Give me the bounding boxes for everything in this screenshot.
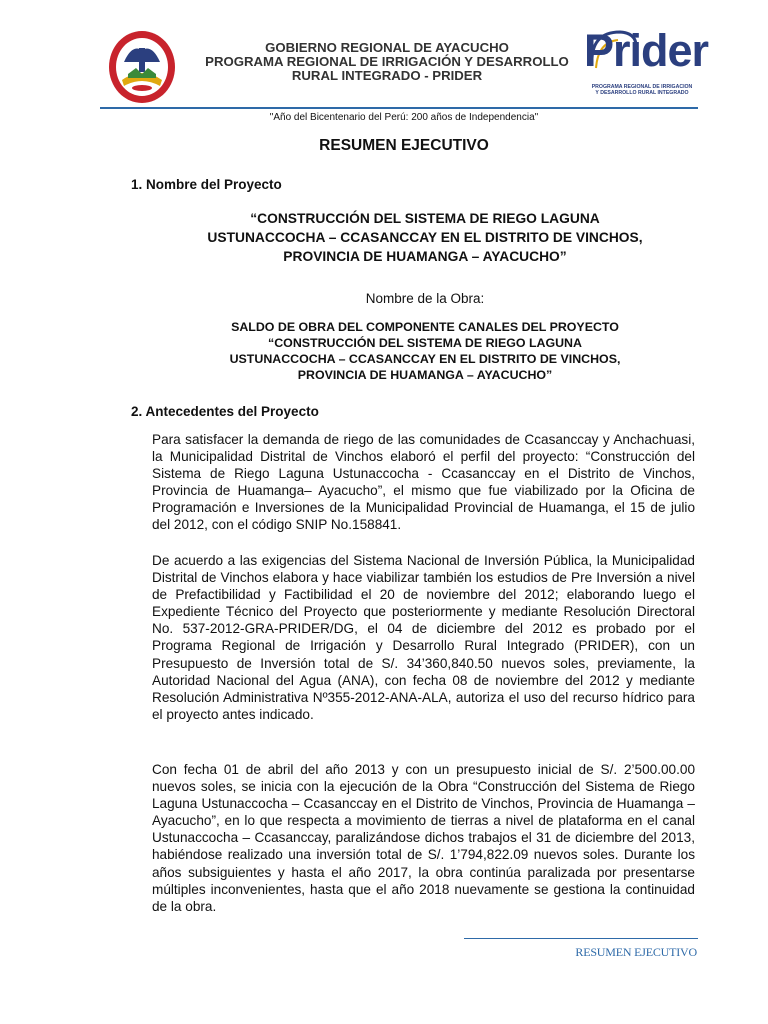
section-2-heading: 2. Antecedentes del Proyecto [131,404,319,419]
prider-logo [584,25,709,106]
footer-label: RESUMEN EJECUTIVO [575,945,697,959]
footer-divider [464,938,698,939]
letterhead [100,25,709,108]
obra-name: SALDO DE OBRA DEL COMPONENTE CANALES DEL PROYECTO “CONSTRUCCIÓN DEL SISTEMA DE RIEGO LAGUNA USTUNACCOCHA – CCASANCCAY EN EL DISTRITO DE VINCHOS, PROVINCIA DE HUAMANGA – AYACUCHO” [229,320,621,382]
paragraph-3: Con fecha 01 de abril del año 2013 y con un presupuesto inicial de S/. 2’500.00.00 nuevos soles, se inicia con la ejecución de la Obra “Construcción del Sistema de Riego Laguna Ustunaccocha – Ccasanccay en el Distrito de Vinchos, Provincia de Huamanga – Ayacucho”, en lo que respecta a movimiento de tierras a nivel de plataforma en el canal Ustunaccocha – Ccasanccay, paralizándose dichos trabajos el 31 de diciembre del 2013, habiéndose realizado una inversión total de S/. 1’794,822.09 nuevos soles. Durante los años subsiguientes y hasta el año 2017, la obra continúa paralizada por presentarse múltiples inconvenientes, hasta que el año 2018 nuevamente se gestiona la continuidad de la obra. [152,762,695,914]
prider-wordmark: Prider [584,25,709,76]
ayacucho-emblem-logo [106,28,178,106]
header-line-3: RURAL INTEGRADO - PRIDER [291,68,483,83]
section-1-heading: 1. Nombre del Proyecto [131,177,282,192]
prider-subtitle: PROGRAMA REGIONAL DE IRRIGACION Y DESARROLLO RURAL INTEGRADO [591,84,693,96]
paragraph-2: De acuerdo a las exigencias del Sistema Nacional de Inversión Pública, la Municipalidad Distrital de Vinchos elabora y hace viabilizar también los estudios de Pre Inversión a nivel de Prefactibilidad y Factibilidad el 20 de noviembre del 2012; elaborando luego el Expediente Técnico del Proyecto que posteriormente y mediante Resolución Directoral No. 537-2012-GRA-PRIDER/DG, el 04 de diciembre del 2012 es probado por el Programa Regional de Irrigación y Desarrollo Rural Integrado (PRIDER), con un Presupuesto de Inversión total de S/. 34’360,840.50 nuevos soles, previamente, la Autoridad Nacional del Agua (ANA), con fecha 08 de noviembre del 2012 y mediante Resolución Administrativa Nº355-2012-ANA-ALA, autoriza el uso del recurso hídrico para el proyecto antes indicado. [152,553,695,722]
obra-label: Nombre de la Obra: [365,291,485,306]
paragraph-1: Para satisfacer la demanda de riego de las comunidades de Ccasanccay y Anchachuasi, la Municipalidad Distrital de Vinchos elaboró el perfil del proyecto: “Construcción del Sistema de Riego Laguna Ustunaccocha - Ccasanccay en el Distrito de Vinchos, Provincia de Huamanga– Ayacucho”, el mismo que fue viabilizado por la Oficina de Programación e Inversiones de la Municipalidad Provincial de Huamanga, el 15 de julio del 2012, con el código SNIP No.158841. [152,432,695,533]
header-line-2: PROGRAMA REGIONAL DE IRRIGACIÓN Y DESARROLLO [205,54,569,69]
year-motto: "Año del Bicentenario del Perú: 200 años de Independencia" [269,112,539,123]
project-name: “CONSTRUCCIÓN DEL SISTEMA DE RIEGO LAGUNA USTUNACCOCHA – CCASANCCAY EN EL DISTRITO DE VINCHOS, PROVINCIA DE HUAMANGA – AYACUCHO” [207,211,643,264]
header-line-1: GOBIERNO REGIONAL DE AYACUCHO [265,40,509,55]
document-title: RESUMEN EJECUTIVO [319,137,489,154]
institution-titles [182,41,592,83]
header-divider [100,107,698,109]
